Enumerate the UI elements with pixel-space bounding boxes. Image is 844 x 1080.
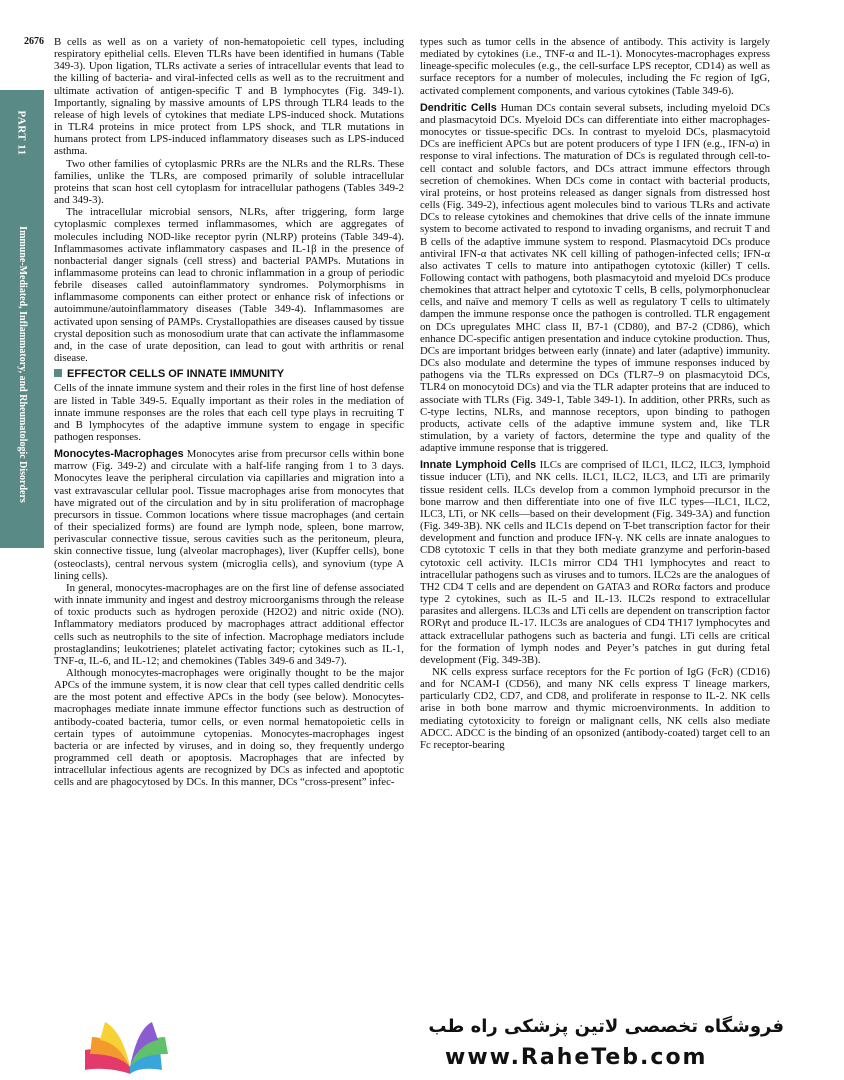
page-number: 2676 [24,36,44,47]
paragraph [420,459,770,666]
subheading: Monocytes-Macrophages [54,448,184,461]
store-name: فروشگاه تخصصی لاتین پزشکی راه طب [428,1016,784,1037]
section-heading [54,368,404,380]
paragraph: Although monocytes-macrophages were originally thought to be the major APCs of the immune system, it is now clear that cell types called dendritic cells are the most potent and effective APCs in the body (see below). Monocytes-macrophages mediate innate immune effector functions such as destruction of antibody-coated bacteria, tumor cells, or even normal hematopoietic cells in certain types of autoimmune cytopenias. Monocytes-macrophages ingest bacteria or are infected by viruses, and in doing so, they frequently undergo programmed cell death or apoptosis. Macrophages that are infected by intracellular infectious agents are recognized by DCs as infected and apoptotic cells and are phagocytosed by DCs. In this manner, DCs “cross-present” infec- [54,666,404,789]
paragraph-text: ILCs are comprised of ILC1, ILC2, ILC3, lymphoid tissue inducer (LTi), and NK cells. ILC1, ILC2, ILC3, and LTi are primarily tissue resident cells. ILCs develop from a common lymphoid precursor in the bone marrow and then differentiate into one of five ILC types—ILC1, ILC2, ILC3, LTi, or NK cells—based on their development (Fig. 349-3A) and function (Fig. 349-3B). NK cells and ILC1s depend on T-bet transcription factor for their development and function and produce IFN-γ. NK cells are innate analogues to CD8 cytotoxic T cells in that they both mediate granzyme and perforin-based cytotoxic cell activity. ILC1s mirror CD4 TH1 lymphocytes and react to intracellular pathogens such as viruses and to tumors. ILC2s are the analogues of TH2 CD4 T cells and are dependent on GATA3 and RORα factors and produce type 2 cytokines, such as IL-5 and IL-13. ILC2s respond to extracellular parasites and allergens. ILC3s and LTi cells are dependent on transcription factor RORγt and produce IL-17. ILC3s are analogues of CD4 TH17 lymphocytes and attack extracellular pathogens such as bacteria and fungi. LTi cells are critical for the formation of lymph nodes and Peyer’s patches in gut during fetal development (Fig. 349-3B). [420,459,770,666]
paragraph: Two other families of cytoplasmic PRRs are the NLRs and the RLRs. These families, unlike the TLRs, are composed primarily of soluble intracellular proteins that scan host cell cytoplasm for intracellular pathogens (Tables 349-2 and 349-3). [54,157,404,207]
side-tab-title [0,180,44,548]
paragraph: In general, monocytes-macrophages are on the first line of defense associated with innate immunity and ingest and destroy microorganisms through the release of toxic products such as hydrogen peroxide (H2O2) and nitric oxide (NO). Inflammatory mediators produced by macrophages attract additional effector cells such as neutrophils to the site of infection. Macrophage mediators include prostaglandins; leukotrienes; platelet activating factor; cytokines such as IL-1, TNF-α, IL-6, and IL-12; and chemokines (Tables 349-6 and 349-7). [54,581,404,667]
paragraph: types such as tumor cells in the absence of antibody. This activity is largely mediated by cytokines (i.e., TNF-α and IL-1). Monocytes-macrophages express lineage-specific molecules (e.g., the cell-surface LPS receptor, CD14) as well as surface receptors for a number of molecules, including the Fc region of IgG, activated complement components, and various cytokines (Table 349-6). [420,36,770,97]
section-heading-label: EFFECTOR CELLS OF INNATE IMMUNITY [67,368,285,381]
paragraph: NK cells express surface receptors for the Fc portion of IgG (FcR) (CD16) and for NCAM-I (CD56), and many NK cells express T lineage markers, particularly CD2, CD7, and CD8, and proliferate in response to IL-2. NK cells arise in both bone marrow and thymic microenvironments. In addition to mediating cytotoxicity to foreign or malignant cells, NK cells also mediate ADCC. ADCC is the binding of an opsonized (antibody-coated) target cell to an Fc receptor-bearing [420,665,770,751]
left-column [54,36,404,996]
book-logo-icon [80,1012,180,1074]
subheading: Innate Lymphoid Cells [420,459,537,472]
side-tab-part [5,95,39,170]
side-tab-title-label: Immune-Mediated, Inflammatory, and Rheumatologic Disorders [16,225,28,503]
paragraph-text: Monocytes arise from precursor cells within bone marrow (Fig. 349-2) and circulate with a half-life ranging from 1 to 3 days. Monocytes leave the peripheral circulation via capillaries and migration into a vast extravascular cellular pool. Tissue macrophages arise from monocytes that have migrated out of the circulation and by in situ proliferation of macrophage precursors in tissue. Common locations where tissue macrophages (and certain of their specialized forms) are found are lymph node, spleen, bone marrow, perivascular connective tissue, serous cavities such as the peritoneum, pleura, skin connective tissue, lung (alveolar macrophages), liver (Kupffer cells), bone (osteoclasts), central nervous system (microglia cells), and synovium (type A lining cells). [54,448,404,582]
paragraph [54,448,404,582]
right-column [420,36,770,996]
paragraph-text: Human DCs contain several subsets, including myeloid DCs and plasmacytoid DCs. Myeloid DCs can differentiate into either macrophages-monocytes or tissue-specific DCs. In contrast to myeloid DCs, plasmacytoid DCs are inefficient APCs but are potent producers of type I IFN (e.g., IFN-α) in response to viral infections. The maturation of DCs is regulated through cell-to-cell contact and soluble factors, and DCs attract immune effectors through secretion of chemokines. When DCs come in contact with bacterial products, viral proteins, or host proteins released as danger signals from distressed host cells (Fig. 349-2), infectious agent molecules bind to various TLRs and activate DCs to release cytokines and chemokines that drive cells of the innate immune system to become activated to respond to invading organisms, and recruit T and B cells of the adaptive immune system to respond. Plasmacytoid DCs produce antiviral IFN-α that activates NK cell killing of pathogen-infected cells; IFN-α also activates T cells to mature into antipathogen cytotoxic (killer) T cells. Following contact with pathogens, both plasmacytoid and myeloid DCs produce chemokines that attract helper and cytotoxic T cells, B cells, polymorphonuclear cells, and naïve and memory T cells as well as regulatory T cells to ultimately dampen the immune response once the pathogen is controlled. TLR engagement on DCs upregulates MHC class II, B7-1 (CD80), and B7-2 (CD86), which enhance DC-specific antigen presentation and induce cytokine production. Thus, DCs are important bridges between early (innate) and later (adaptive) immunity. DCs also modulate and determine the types of immune responses induced by pathogens via the TLRs expressed on DCs (TLR7–9 on plasmacytoid DCs, TLR4 on monocytoid DCs) and via the TLR adapter proteins that are induced to associate with TLRs (Fig. 349-1, Table 349-1). In addition, other PRRs, such as C-type lectins, NLRs, and mannose receptors, upon binding to pathogen products, activate cells of the adaptive immune system and, like TLR stimulation, by a variety of factors, determine the type and quality of the adaptive immune response that is triggered. [420,101,770,455]
paragraph: Cells of the innate immune system and their roles in the first line of host defense are listed in Table 349-5. Equally important as their roles in the mediation of innate immune responses are the roles that each cell type plays in recruiting T and B lymphocytes of the adaptive immune system to engage in specific pathogen responses. [54,382,404,443]
side-tab-part-label: PART 11 [16,109,28,156]
section-square-icon [54,369,62,377]
paragraph [420,102,770,455]
website-url[interactable]: www.RaheTeb.com [445,1045,708,1070]
paragraph: B cells as well as on a variety of non-hematopoietic cell types, including respiratory epithelial cells. Eleven TLRs have been identified in humans (Table 349-3). Upon ligation, TLRs activate a series of intracellular events that lead to the killing of bacteria- and viral-infected cells as well as to the recruitment and ultimate activation of antigen-specific T and B lymphocytes (Fig. 349-1). Importantly, signaling by massive amounts of LPS through TLR4 leads to the release of high levels of cytokines that mediate LPS-induced shock. Mutations in TLR4 proteins in mice protect from LPS shock, and TLR mutations in humans protect from LPS-induced inflammatory diseases such as LPS-induced asthma. [54,36,404,158]
subheading: Dendritic Cells [420,101,497,114]
paragraph: The intracellular microbial sensors, NLRs, after triggering, form large cytoplasmic complexes termed inflammasomes, which are aggregates of molecules including NOD-like receptor pyrin (NLRP) proteins (Table 349-4). Inflammasomes activate inflammatory caspases and IL-1β in the presence of nonbacterial danger signals (cell stress) and bacterial PAMPs. Mutations in inflammasome proteins can lead to chronic inflammation in a group of periodic febrile diseases called autoinflammatory syndromes. Polymorphisms in inflammasome components can either protect or enhance risk of infections or autoimmune/autoinflammatory diseases (Table 349-4). Inflammasomes are activated upon sensing of PAMPs. Crystallopathies are diseases caused by tissue crystal deposition such as monosodium urate that can activate the inflammasome and, in the case of urate deposition, can lead to gout with arthritis or renal disease. [54,206,404,365]
